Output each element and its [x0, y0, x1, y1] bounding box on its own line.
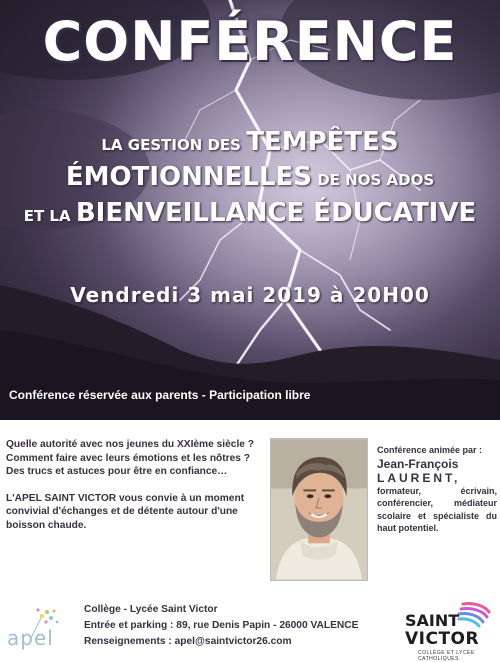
apel-logo-text: apel [7, 626, 54, 650]
question-3: Des trucs et astuces pour être en confiance… [6, 466, 228, 478]
question-1: Quelle autorité avec nos jeunes du XXIème siècle ? [6, 439, 254, 450]
invitation-text: L'APEL SAINT VICTOR vous convie à un moment convivial d'échanges et de détente autour d'une boisson chaude. [6, 492, 245, 531]
speaker-bio [377, 444, 497, 535]
flame-icon [459, 603, 489, 626]
contact-block [84, 602, 384, 650]
subtitle-emphasis: BIENVEILLANCE ÉDUCATIVE [75, 198, 477, 228]
subtitle-line-1 [0, 127, 500, 157]
speaker-role: formateur, écrivain, conférencier, médiateur scolaire et spécialiste du haut potentiel. [377, 485, 497, 533]
subtitle-emphasis: ÉMOTIONNELLES [65, 162, 313, 192]
subtitle-line-2 [0, 162, 500, 192]
subtitle-text: DE NOS ADOS [312, 171, 435, 189]
speaker-last-name: LAURENT, [377, 470, 461, 485]
audience-note: Conférence réservée aux parents - Participation libre [9, 388, 311, 402]
subtitle-text: LA GESTION DES [101, 136, 247, 154]
logo-line-2: VICTOR [405, 629, 480, 649]
logo-line-1: SAINT [405, 611, 460, 630]
event-date: Vendredi 3 mai 2019 à 20H00 [70, 283, 430, 307]
logo-line-3: COLLÈGE ET LYCÉE CATHOLIQUES [418, 650, 475, 662]
subtitle-emphasis: TEMPÊTES [246, 127, 399, 157]
school-name: Collège - Lycée Saint Victor [84, 604, 218, 615]
speaker-intro: Conférence animée par : [377, 445, 483, 455]
speaker-first-name: Jean-François [377, 456, 459, 471]
address: Entrée et parking : 89, rue Denis Papin - 26000 VALENCE [84, 620, 359, 631]
subtitle-line-3 [0, 198, 500, 228]
questions-block [6, 438, 258, 533]
speaker-photo [270, 438, 368, 581]
question-2: Comment faire avec leurs émotions et les nôtres ? [6, 452, 251, 464]
contact-email[interactable]: Renseignements : apel@saintvictor26.com [84, 636, 292, 647]
subtitle-text: ET LA [23, 207, 76, 225]
page-title: CONFÉRENCE [42, 10, 458, 73]
